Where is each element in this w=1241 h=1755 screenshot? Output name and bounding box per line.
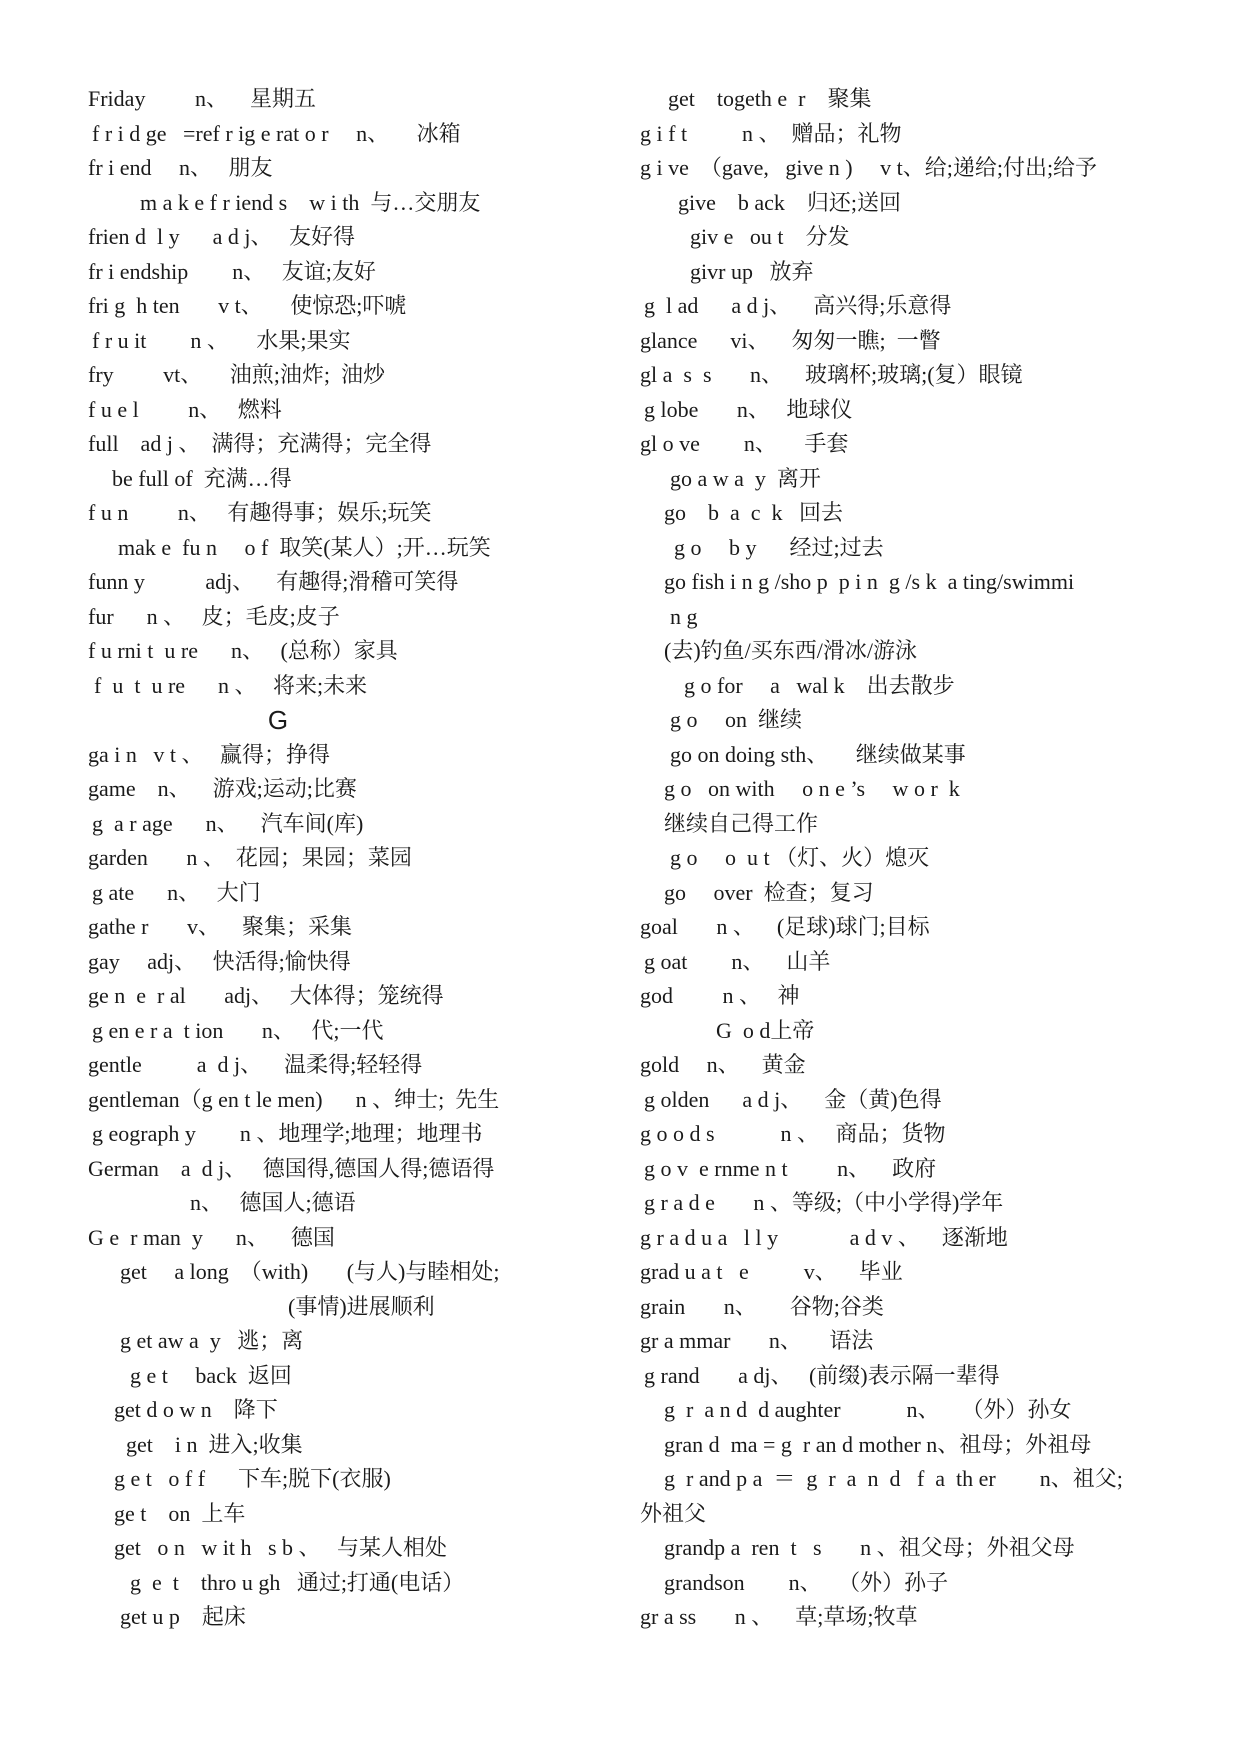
- vocab-line: g a r age n、 汽车间(库): [92, 810, 364, 836]
- vocab-line: game n、 游戏;运动;比赛: [88, 776, 357, 801]
- vocab-line: f u t u re n 、 将来;未来: [94, 672, 368, 698]
- vocab-line: full ad j 、 满得；充满得；完全得: [88, 431, 432, 456]
- vocab-line: g ate n、 大门: [92, 879, 261, 905]
- vocab-line: gentleman（g en t le men) n 、绅士; 先生: [88, 1086, 500, 1112]
- vocab-line: g lobe n、 地球仪: [644, 396, 853, 422]
- vocab-line: gold n、 黄金: [640, 1052, 806, 1077]
- vocab-line: get o n w it h s b 、 与某人相处: [114, 1535, 448, 1560]
- vocab-line: ge t on 上车: [114, 1500, 246, 1526]
- vocab-line: gr a ss n 、 草;草场;牧草: [640, 1604, 918, 1629]
- vocab-line: f u e l n、 燃料: [88, 396, 282, 422]
- vocab-line: go over 检查；复习: [664, 879, 874, 905]
- vocab-line: g o o d s n 、 商品；货物: [640, 1121, 946, 1146]
- vocab-line: f u n n、 有趣得事；娱乐;玩笑: [88, 500, 432, 525]
- vocab-line: g eograph y n 、地理学;地理；地理书: [92, 1121, 483, 1146]
- vocab-line: g o o u t （灯、火）熄灭: [670, 845, 930, 870]
- vocab-line: 继续自己得工作: [664, 810, 819, 836]
- vocab-line: g o for a wal k 出去散步: [684, 672, 955, 698]
- section-letter-heading: G: [267, 705, 289, 735]
- vocab-line: (事情)进展顺利: [288, 1293, 435, 1319]
- vocab-line: gl o ve n、 手套: [640, 431, 849, 456]
- vocab-line: giv e ou t 分发: [690, 224, 850, 249]
- vocab-line: g r a d e n 、等级;（中小学得)学年: [644, 1190, 1004, 1215]
- vocab-line: g l ad a d j、 高兴得;乐意得: [644, 293, 952, 318]
- vocab-line: glance vi、 匆匆一瞧; 一瞥: [640, 327, 941, 353]
- vocab-line: grad u a t e v、 毕业: [640, 1259, 903, 1284]
- vocab-line: goal n 、 (足球)球门;目标: [640, 914, 930, 939]
- vocab-line: go a w a y 离开: [670, 465, 821, 491]
- vocab-line: givr up 放弃: [690, 258, 814, 284]
- vocab-line: fry vt、 油煎;油炸; 油炒: [88, 362, 385, 387]
- vocab-line: get togeth e r 聚集: [668, 86, 872, 111]
- vocab-line: gentle a d j、 温柔得;轻轻得: [88, 1052, 423, 1077]
- vocab-line: get u p 起床: [120, 1604, 246, 1629]
- vocab-line: g rand a dj、 (前缀)表示隔一辈得: [644, 1362, 1000, 1388]
- vocab-line: G e r man y n、 德国: [88, 1224, 335, 1250]
- right-column: [640, 82, 1200, 1635]
- vocab-line: G o d上帝: [716, 1017, 815, 1043]
- vocab-line: German a d j、 德国得,德国人得;德语得: [88, 1155, 495, 1181]
- vocab-line: g r and p a ＝ g r a n d f a th er n、祖父;: [664, 1466, 1123, 1491]
- vocab-line: fri g h ten v t、 使惊恐;吓唬: [88, 293, 407, 318]
- vocab-line: gran d ma = g r an d mother n、祖母；外祖母: [664, 1431, 1092, 1457]
- vocab-line: g et aw a y 逃；离: [120, 1328, 304, 1353]
- vocab-line: grandp a ren t s n 、祖父母；外祖父母: [664, 1535, 1075, 1560]
- vocab-line: grandson n、 （外）孙子: [664, 1569, 949, 1595]
- vocab-line: ge n e r al adj、 大体得；笼统得: [88, 983, 444, 1008]
- vocab-line: fr i endship n、 友谊;友好: [88, 258, 376, 284]
- vocab-line: gay adj、 快活得;愉快得: [88, 948, 351, 974]
- vocab-line: g e t back 返回: [130, 1362, 292, 1388]
- vocab-line: g e t o f f 下车;脱下(衣服): [114, 1466, 391, 1491]
- vocab-line: gr a mmar n、 语法: [640, 1328, 874, 1353]
- vocab-line: get i n 进入;收集: [126, 1431, 303, 1457]
- vocab-line: g o b y 经过;过去: [674, 534, 884, 560]
- vocab-line: Friday n、 星期五: [88, 86, 316, 111]
- vocab-line: g i ve （gave, give n ) v t、给;递给;付出;给予: [640, 155, 1098, 180]
- vocab-line: fr i end n、 朋友: [88, 155, 273, 180]
- vocab-line: (去)钓鱼/买东西/滑冰/游泳: [664, 638, 917, 663]
- vocab-line: give b ack 归还;送回: [678, 189, 902, 215]
- vocab-line: g e t thro u gh 通过;打通(电话）: [130, 1569, 465, 1595]
- vocab-line: mak e fu n o f 取笑(某人）;开…玩笑: [118, 534, 491, 560]
- vocab-line: garden n 、 花园；果园；菜园: [88, 845, 412, 870]
- vocab-line: go fish i n g /sho p p i n g /s k a ting/swimmi: [664, 569, 1075, 594]
- vocab-line: be full of 充满…得: [112, 465, 292, 491]
- vocab-line: g i f t n 、 赠品；礼物: [640, 120, 902, 146]
- vocab-line: god n 、 神: [640, 983, 800, 1008]
- vocab-line: get d o w n 降下: [114, 1397, 278, 1422]
- vocab-line: g r a d u a l l y a d v 、 逐渐地: [640, 1224, 1008, 1250]
- vocab-line: f r i d ge =ref r ig e rat o r n、 冰箱: [92, 120, 461, 146]
- vocab-line: 外祖父: [640, 1500, 707, 1526]
- vocab-line: n g: [670, 603, 698, 629]
- left-column: [88, 82, 608, 1635]
- vocab-line: g o on with o n e ’s w o r k: [664, 776, 960, 801]
- vocab-line: ga i n v t 、 赢得；挣得: [88, 741, 330, 767]
- vocab-line: go on doing sth、 继续做某事: [670, 741, 966, 767]
- vocab-line: g r a n d d aughter n、 （外）孙女: [664, 1397, 1072, 1422]
- vocab-line: f u rni t u re n、 (总称）家具: [88, 638, 398, 663]
- vocab-line: f r u it n 、 水果;果实: [92, 327, 351, 353]
- vocab-line: fur n 、 皮；毛皮;皮子: [88, 603, 340, 629]
- vocab-line: funn y adj、 有趣得;滑稽可笑得: [88, 569, 459, 594]
- vocab-line: n、 德国人;德语: [190, 1190, 356, 1215]
- vocab-line: g o on 继续: [670, 707, 803, 732]
- vocab-line: g en e r a t ion n、 代;一代: [92, 1017, 384, 1043]
- vocab-line: g olden a d j、 金（黄)色得: [644, 1086, 942, 1112]
- vocab-line: gl a s s n、 玻璃杯;玻璃;(复）眼镜: [640, 362, 1023, 387]
- vocab-line: g oat n、 山羊: [644, 948, 831, 974]
- vocab-line: m a k e f r iend s w i th 与…交朋友: [140, 189, 481, 215]
- vocab-line: gathe r v、 聚集；采集: [88, 914, 352, 939]
- vocab-line: grain n、 谷物;谷类: [640, 1293, 884, 1319]
- vocab-line: frien d l y a d j、 友好得: [88, 224, 356, 249]
- vocab-line: g o v e rnme n t n、 政府: [644, 1155, 937, 1181]
- vocab-line: go b a c k 回去: [664, 500, 844, 525]
- vocab-line: get a long （with) (与人)与睦相处;: [120, 1259, 500, 1284]
